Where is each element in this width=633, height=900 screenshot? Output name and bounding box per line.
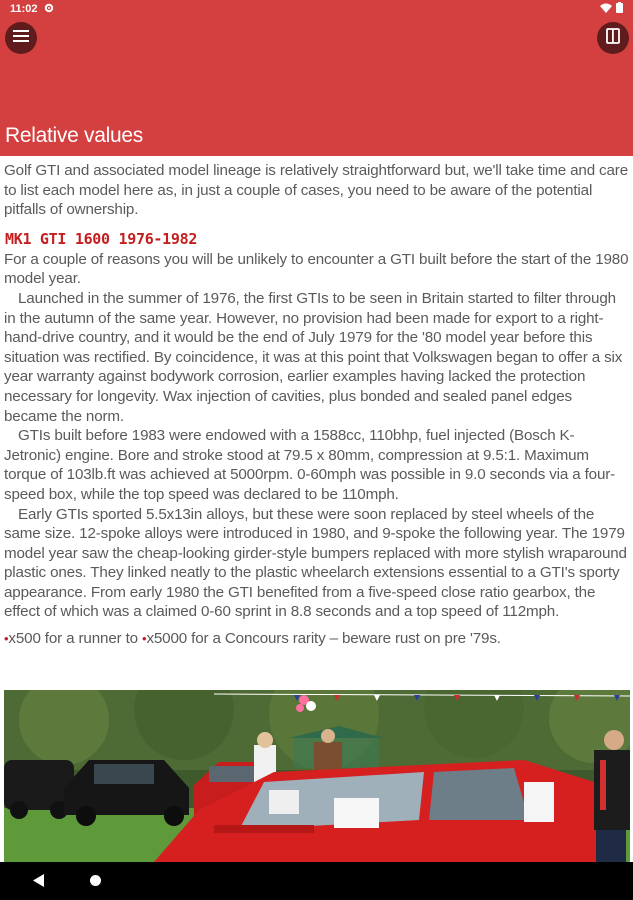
book-icon	[606, 28, 620, 49]
price-runner: x500 for a runner to	[8, 630, 143, 648]
wifi-icon	[600, 3, 612, 16]
book-button[interactable]	[597, 22, 629, 54]
article-paragraph: Launched in the summer of 1976, the first GTIs to be seen in Britain started to filter through in the autumn of the same year. However, no provision had been made for export to a right-hand-drive country, and it would be the end of July 1979 for the '80 model year before this situation was rectified. By coincidence, it was at this point that Volkswagen began to offer a six year warranty against bodywork corrosion, earlier examples having lacked the protection necessary for longevity. Wax injection of cavities, plus bonded and sealed panel edges became the norm.	[4, 289, 623, 425]
section-heading: MK1 GTI 1600 1976-1982	[5, 229, 198, 248]
home-circle-icon[interactable]	[90, 875, 101, 886]
price-bullet: •	[4, 631, 9, 647]
intro-paragraph: Golf GTI and associated model lineage is relatively straightforward but, we'll take time and care to list each model here as, in just a couple of cases, you need to be aware of the potential pitfalls of ownership.	[4, 162, 629, 219]
battery-icon	[616, 2, 623, 16]
menu-button[interactable]	[5, 22, 37, 54]
gear-icon	[44, 3, 54, 16]
article-paragraph: For a couple of reasons you will be unlikely to encounter a GTI built before the start of the 1980 model year.	[4, 250, 629, 288]
navigation-bar	[0, 862, 633, 900]
price-bullet: •	[142, 631, 147, 647]
app-bar	[0, 18, 633, 156]
article-paragraph: GTIs built before 1983 were endowed with a 1588cc, 110bhp, fuel injected (Bosch K-Jetronic) engine. Bore and stroke stood at 79.5 x 80mm, compression at 9.5:1. Maximum torque of 103lb.ft was achieved at 5000rpm. 0-60mph was possible in 9.0 seconds via a four-speed box, while the top speed was declared to be 110mph.	[4, 427, 616, 503]
back-triangle-icon[interactable]	[33, 874, 45, 892]
status-time: 11:02	[10, 3, 38, 15]
page-title: Relative values	[5, 124, 143, 147]
hamburger-menu-icon	[13, 29, 29, 48]
article-paragraph: Early GTIs sported 5.5x13in alloys, but these were soon replaced by steel wheels of the same size. 12-spoke alloys were introduced in 1980, and 9-spoke the following year. The 1979 model year saw the cheap-looking girder-style bumpers replaced with more stylish wraparound plastic ones. They linked neatly to the plastic wheelarch extensions essential to a GTI's sporty appearance. From early 1980 the GTI benefited from a five-speed close ratio gearbox, the effect of which was a claimed 0-60 sprint in 8.8 seconds and a top speed of 112mph.	[4, 505, 627, 621]
car-show-photo	[4, 690, 630, 862]
price-concours: x5000 for a Concours rarity – beware rust on pre '79s.	[146, 630, 501, 648]
status-bar	[0, 0, 633, 18]
article-content	[0, 156, 633, 862]
price-guide	[4, 630, 633, 647]
